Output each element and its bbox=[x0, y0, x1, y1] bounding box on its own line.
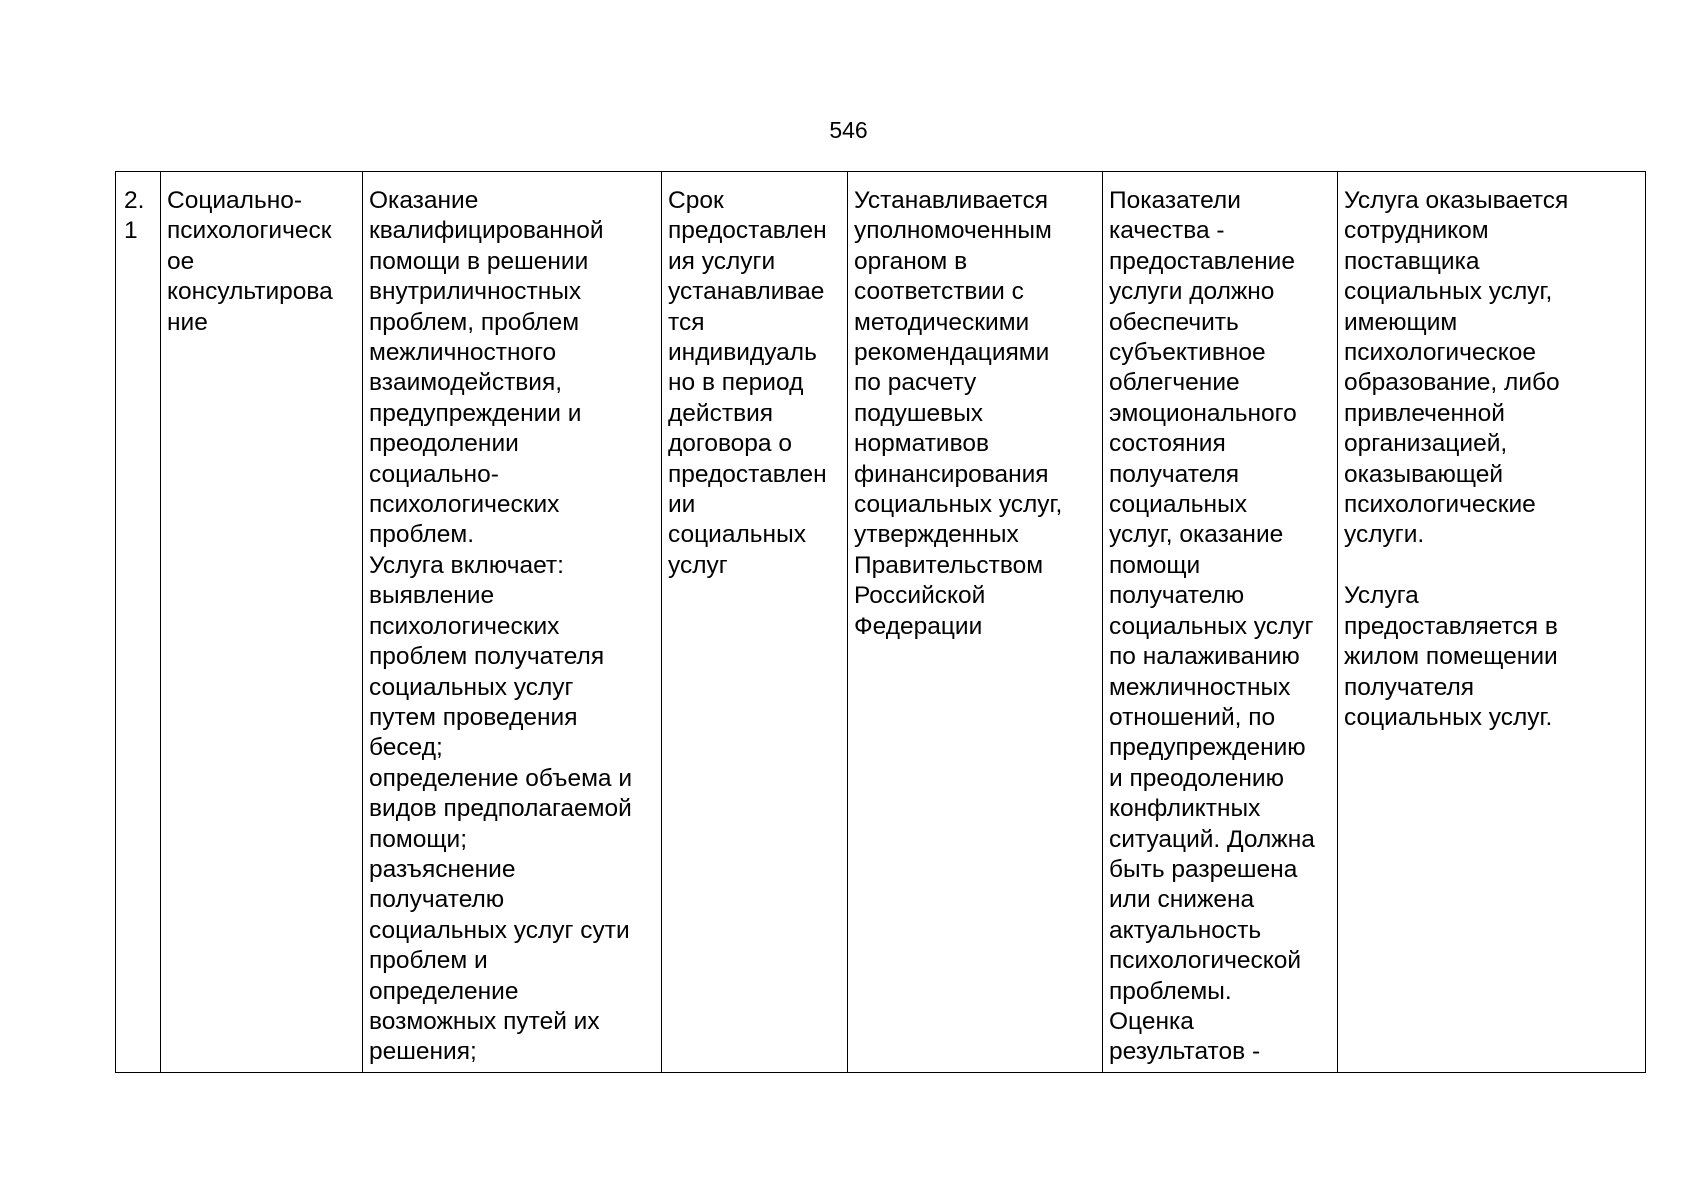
service-term-cell bbox=[662, 172, 848, 1073]
service-quality: Показатели качества - предоставление услуги должно обеспечить субъективное облегчение эмоционального состояния получателя социальных услуг, оказание помощи получателю социальных услуг по налаживанию межличностных отношений, по предупреждению и преодолению конфликтных ситуаций. Должна быть разрешена или снижена актуальность психологической проблемы. Оценка результатов - bbox=[1109, 187, 1315, 1066]
service-description: Оказание квалифицированной помощи в решении внутриличностных проблем, проблем межличностного взаимодействия, предупреждении и преодолении социально- психологических проблем. Услуга включает: выявление психологических проблем получателя социальных услуг путем проведения бесед; определение объема и видов предполагаемой помощи; разъяснение получателю социальных услуг сути проблем и определение возможных путей их решения; bbox=[369, 187, 633, 1066]
table-row bbox=[116, 172, 1646, 1073]
service-quality-cell bbox=[1103, 172, 1338, 1073]
service-description-cell bbox=[363, 172, 662, 1073]
service-conditions: Услуга оказывается сотрудником поставщика социальных услуг, имеющим психологическое образование, либо привлеченной организацией, оказывающей психологические услуги. Услуга предоставляется в жилом помещении получателя социальных услуг. bbox=[1344, 187, 1569, 731]
service-name: Социально- психологическ ое консультирова ние bbox=[167, 187, 333, 336]
service-term: Срок предоставлен ия услуги устанавливае тся индивидуаль но в период действия договора о предоставлен ии социальных услуг bbox=[668, 187, 827, 579]
row-number-cell bbox=[116, 172, 161, 1073]
service-name-cell bbox=[161, 172, 363, 1073]
service-funding-cell bbox=[848, 172, 1103, 1073]
row-number: 2. 1 bbox=[124, 187, 145, 245]
services-table bbox=[115, 171, 1646, 1073]
service-funding: Устанавливается уполномоченным органом в соответствии с методическими рекомендациями по расчету подушевых нормативов финансирования социальных услуг, утвержденных Правительством Российской Федерации bbox=[854, 187, 1063, 640]
page-number: 546 bbox=[829, 117, 868, 143]
service-conditions-cell bbox=[1338, 172, 1646, 1073]
